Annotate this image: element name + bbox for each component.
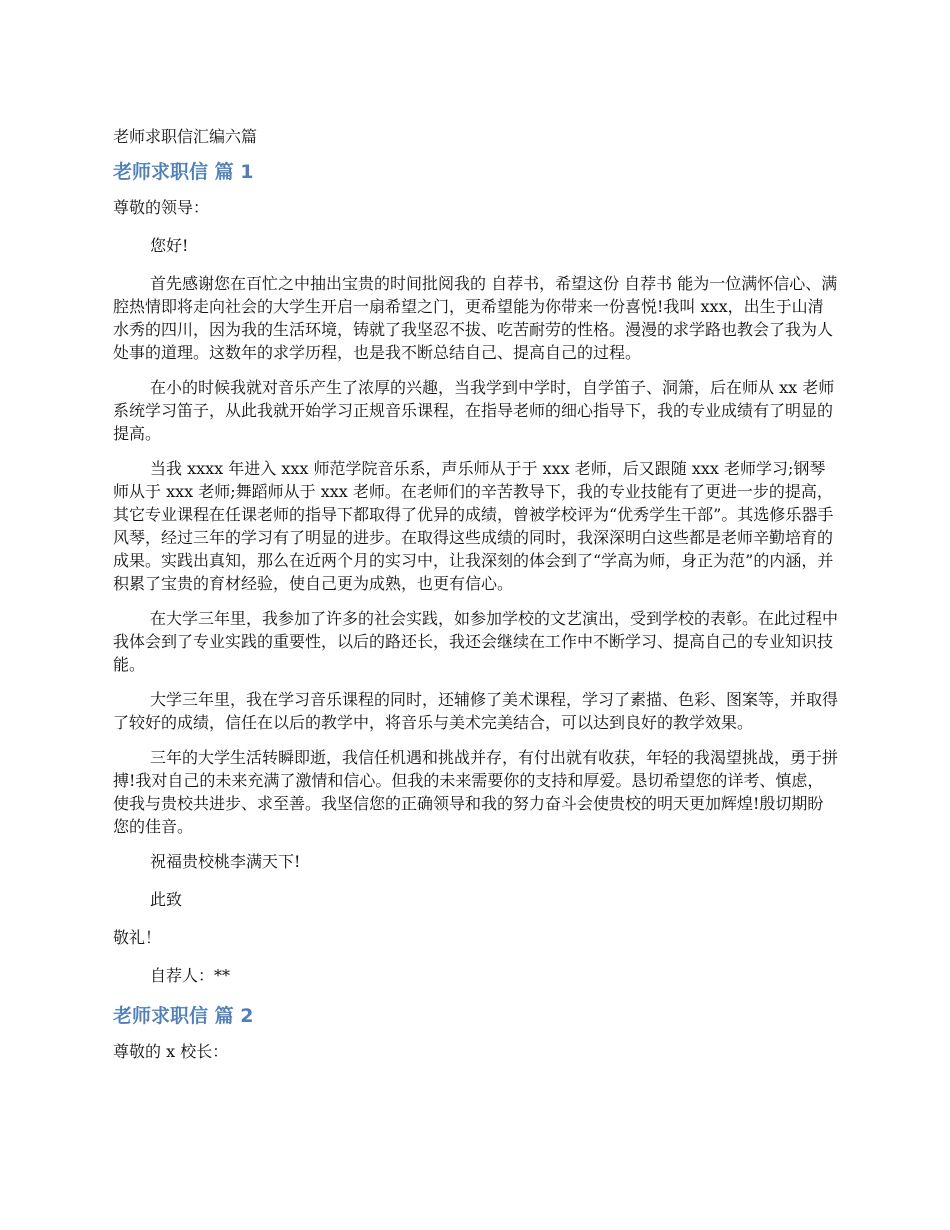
letter-1-wish: 祝福贵校桃李满天下! [150,852,301,871]
letter-1-paragraph: 大学三年里，我在学习音乐课程的同时，还辅修了美术课程，学习了素描、色彩、图案等，并取得了较好的成绩，信任在以后的教学中，将音乐与美术完美结合，可以达到良好的教学效果。 [113,690,839,732]
document-title: 老师求职信汇编六篇 [113,127,258,146]
letter-1-greeting: 您好! [150,236,189,255]
letter-1-paragraph: 首先感谢您在百忙之中抽出宝贵的时间批阅我的 自荐书，希望这份 自荐书 能为一位满怀信心、满腔热情即将走向社会的大学生开启一扇希望之门，更希望能为你带来一份喜悦!我叫 xxx，出生于山清水秀的四川，因为我的生活环境，铸就了我坚忍不拔、吃苦耐劳的性格。漫漫的求学路也教会了我为人处事的道理。这数年的求学历程，也是我不断总结自己、提高自己的过程。 [113,274,838,362]
letter-1-regards: 敬礼！ [113,928,162,947]
letter-1-heading: 老师求职信 篇 1 [113,161,254,183]
document-page [113,122,839,1078]
letter-1-paragraph: 三年的大学生活转瞬即逝，我信任机遇和挑战并存，有付出就有收获，年轻的我渴望挑战，勇于拼搏!我对自己的未来充满了激情和信心。但我的未来需要你的支持和厚爱。恳切希望您的详考、慎虑，使我与贵校共进步、求至善。我坚信您的正确领导和我的努力奋斗会使贵校的明天更加辉煌!殷切期盼您的佳音。 [113,748,839,836]
letter-2-heading: 老师求职信 篇 2 [113,1005,254,1027]
letter-1-paragraph: 当我 xxxx 年进入 xxx 师范学院音乐系，声乐师从于于 xxx 老师，后又跟随 xxx 老师学习;钢琴师从于 xxx 老师;舞蹈师从于 xxx 老师。在老师们的辛苦教导下，我的专业技能有了更进一步的提高，其它专业课程在任课老师的指导下都取得了优异的成绩，曾被学校评为“优秀学生干部”。其选修乐器手风琴，经过三年的学习有了明显的进步。在取得这些成绩的同时，我深深明白这些都是老师辛勤培育的成果。实践出真知，那么在近两个月的实习中，让我深刻的体会到了“学高为师，身正为范”的内涵，并积累了宝贵的育材经验，使自己更为成熟，也更有信心。 [113,459,834,593]
letter-1-salutation: 尊敬的领导： [113,198,210,217]
letter-1-signature: 自荐人：** [150,966,231,985]
letter-2-salutation: 尊敬的 x 校长： [113,1042,229,1061]
letter-1-closing: 此致 [150,890,183,909]
letter-1-paragraph: 在大学三年里，我参加了许多的社会实践，如参加学校的文艺演出，受到学校的表彰。在此过程中我体会到了专业实践的重要性，以后的路还长，我还会继续在工作中不断学习、提高自己的专业知识技能。 [113,609,839,674]
letter-1-paragraph: 在小的时候我就对音乐产生了浓厚的兴趣，当我学到中学时，自学笛子、洞箫，后在师从 xx 老师系统学习笛子，从此我就开始学习正规音乐课程，在指导老师的细心指导下，我的专业成绩有了明显的提高。 [113,378,835,443]
